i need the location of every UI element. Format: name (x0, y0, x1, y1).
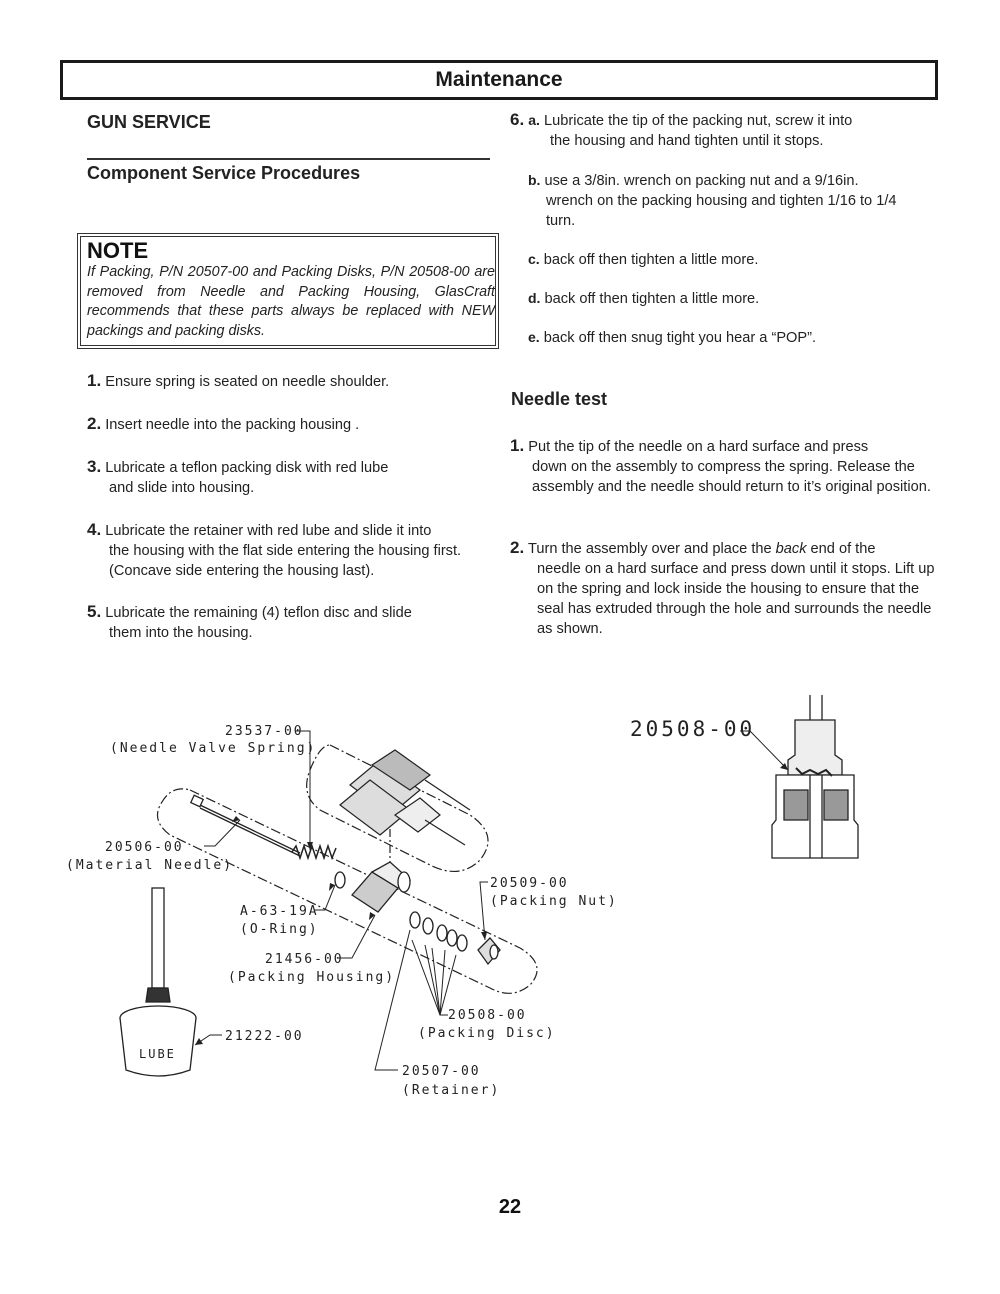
step-text: back off then tighten a little more. (543, 252, 759, 268)
o-ring-icon (335, 872, 345, 888)
lube-label: LUBE (139, 1047, 176, 1061)
step-text-cont: wrench on the packing housing and tighten 1/16 to 1/4 turn. (546, 193, 897, 229)
needle-test-step-1 (510, 436, 940, 497)
note-text: If Packing, P/N 20507-00 and Packing Disks, P/N 20508-00 are removed from Needle and Packing Housing, GlasCraft recommends that these parts always be replaced with NEW packings and packing disks. (87, 264, 495, 339)
needle-test-title: Needle test (511, 389, 608, 409)
step-6c (528, 249, 928, 270)
lube-part-number: 21222-00 (225, 1029, 304, 1044)
step-number: 2. (87, 414, 102, 433)
leader-lines (195, 731, 488, 1070)
step-number: 1. (510, 436, 525, 455)
step-text: Lubricate the tip of the packing nut, screw it into (544, 113, 853, 129)
needle-part-name: (Material Needle) (66, 858, 234, 873)
retainer-part-number: 20507-00 (402, 1064, 481, 1079)
step-3 (87, 457, 487, 498)
oring-part-name: (O-Ring) (240, 922, 319, 937)
section-title: GUN SERVICE (87, 112, 211, 132)
packing-housing-icon (352, 862, 410, 912)
step-number: 1. (87, 371, 102, 390)
sub-label: a. (528, 112, 540, 128)
housing-part-number: 21456-00 (265, 952, 344, 967)
step-2 (87, 414, 487, 435)
spring-icon (292, 846, 336, 858)
step-text: back off then tighten a little more. (544, 291, 760, 307)
step-text: Insert needle into the packing housing . (105, 417, 360, 433)
page-title: Maintenance (435, 68, 563, 91)
packing-discs-icon (410, 912, 467, 951)
step-number: 3. (87, 457, 102, 476)
step-text-cont: down on the assembly to compress the spring. Release the assembly and the needle should return to it’s original position. (532, 459, 931, 495)
step-text: end of the (806, 541, 876, 557)
divider (87, 158, 490, 160)
retainer-part-name: (Retainer) (402, 1083, 501, 1098)
step-text-cont: and slide into housing. (109, 480, 255, 496)
step-text: back off then snug tight you hear a “POP”. (543, 330, 817, 346)
assembly-outline (158, 789, 538, 993)
step-number: 6. (510, 110, 525, 129)
step-number: 5. (87, 602, 102, 621)
disc-part-name: (Packing Disc) (418, 1026, 556, 1041)
oring-part-number: A-63-19A (240, 904, 319, 919)
step-number: 4. (87, 520, 102, 539)
page-number: 22 (498, 1196, 522, 1218)
step-text: Turn the assembly over and place the (527, 541, 776, 557)
step-text-emphasis: back (775, 541, 807, 557)
cross-section-detail-icon (772, 695, 858, 858)
step-text: Lubricate a teflon packing disk with red lube (105, 460, 389, 476)
step-1 (87, 371, 487, 392)
step-text: Lubricate the retainer with red lube and slide it into (105, 523, 432, 539)
packing-nut-icon (478, 938, 500, 964)
nut-part-number: 20509-00 (490, 876, 569, 891)
note-title: NOTE (87, 238, 149, 263)
step-6a (510, 110, 930, 151)
step-text-cont: needle on a hard surface and press down until it stops. Lift up on the spring and lock inside the housing to ensure that the seal has extruded through the hole and surrounds the needle as shown. (537, 561, 935, 637)
disc-part-number: 20508-00 (448, 1008, 527, 1023)
subsection-title: Component Service Procedures (87, 163, 361, 183)
step-6b (528, 170, 928, 231)
step-text-cont: the housing with the flat side entering the housing first. (Concave side entering the housing last). (109, 543, 462, 579)
spring-part-name: (Needle Valve Spring) (110, 741, 317, 756)
step-text-cont: them into the housing. (109, 625, 253, 641)
step-text: Put the tip of the needle on a hard surface and press (528, 439, 869, 455)
nut-part-name: (Packing Nut) (490, 894, 618, 909)
spring-part-number: 23537-00 (225, 724, 304, 739)
sub-label: e. (528, 329, 540, 345)
step-text: use a 3/8in. wrench on packing nut and a 9/16in. (544, 173, 859, 189)
sub-label: d. (528, 290, 541, 306)
step-6d (528, 288, 928, 309)
step-5 (87, 602, 487, 643)
step-text: Ensure spring is seated on needle shoulder. (105, 374, 390, 390)
needle-part-number: 20506-00 (105, 840, 184, 855)
inset-assembly-icon (340, 750, 470, 845)
step-text-cont: the housing and hand tighten until it stops. (550, 133, 824, 149)
material-needle-icon (191, 795, 300, 856)
step-text: Lubricate the remaining (4) teflon disc and slide (105, 605, 412, 621)
needle-test-step-2 (510, 538, 940, 639)
step-6e (528, 327, 928, 348)
sub-label: b. (528, 172, 541, 188)
step-4 (87, 520, 487, 581)
housing-part-name: (Packing Housing) (228, 970, 396, 985)
sub-label: c. (528, 251, 540, 267)
detail-part-number: 20508-00 (630, 717, 756, 741)
exploded-parts-diagram (0, 680, 1000, 1120)
step-number: 2. (510, 538, 525, 557)
